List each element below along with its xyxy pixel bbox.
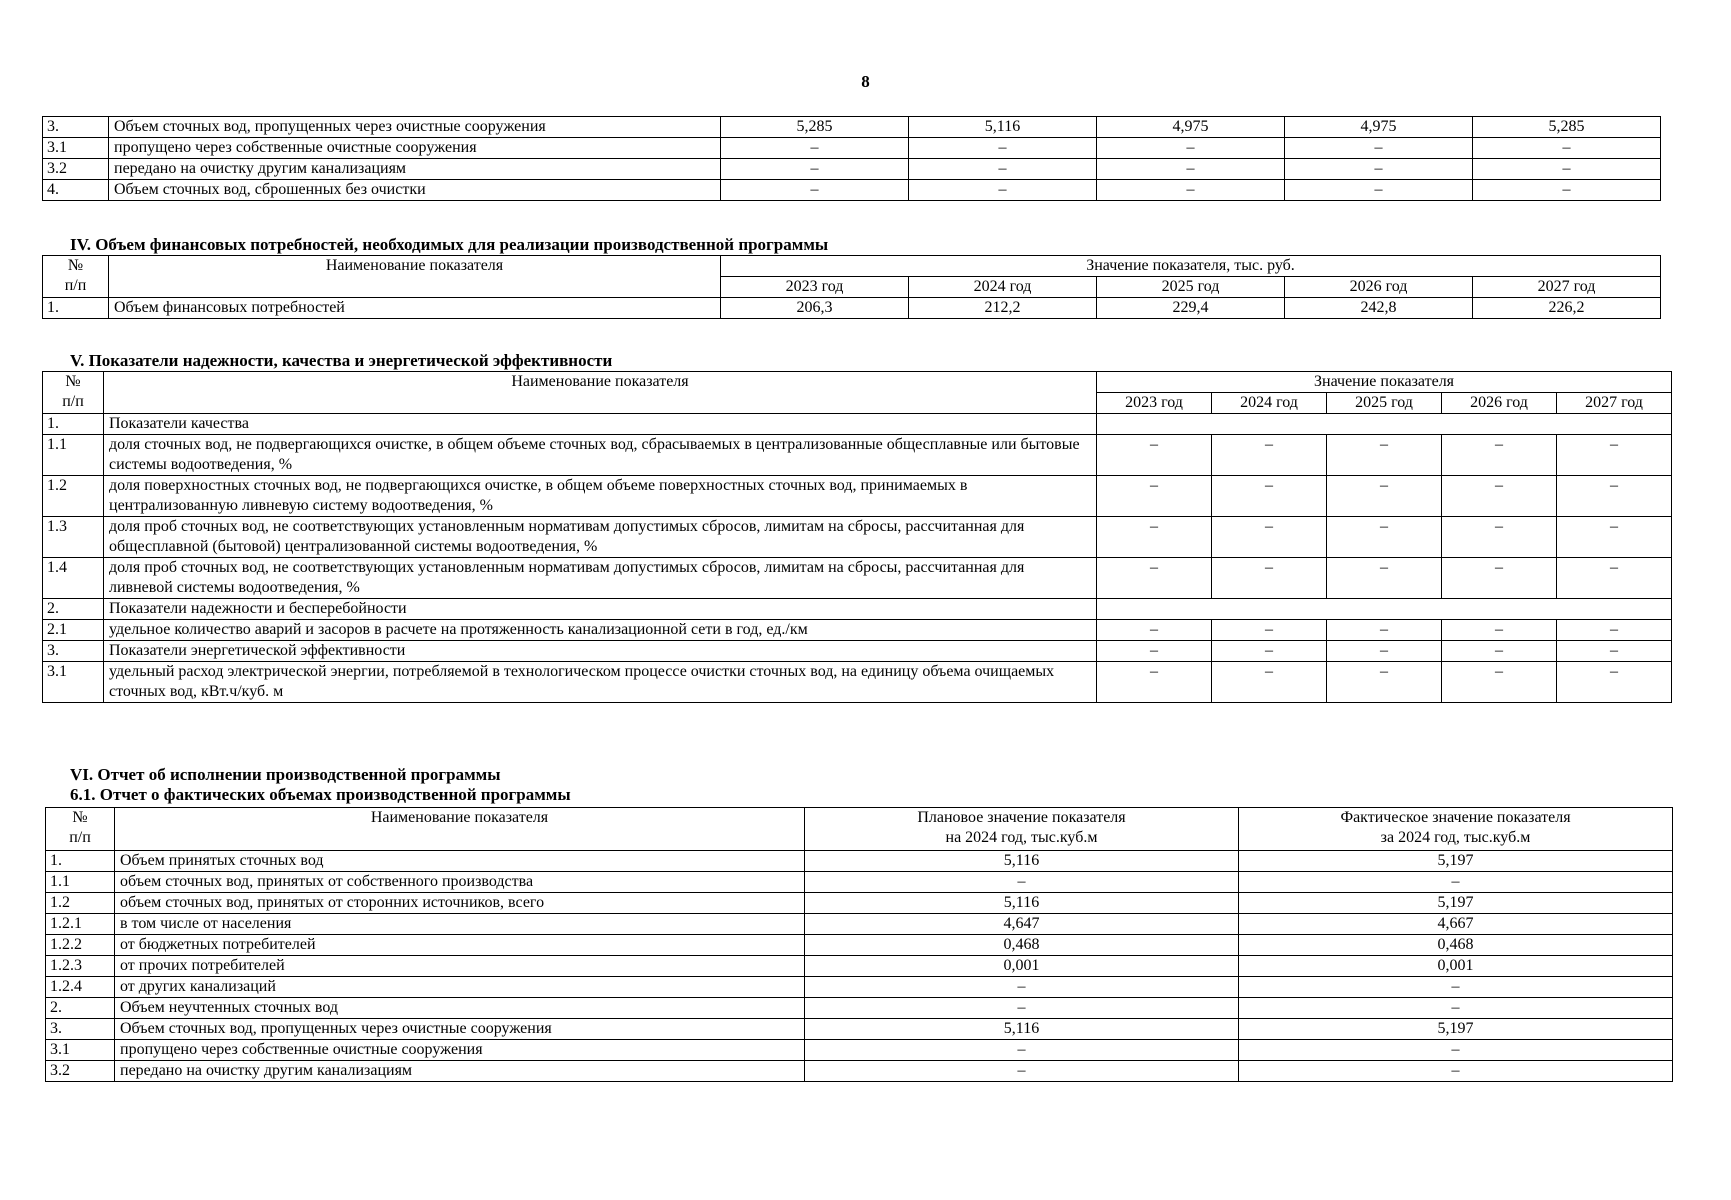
row-value: – — [1557, 517, 1672, 558]
row-value: – — [1327, 662, 1442, 703]
row-value: – — [1473, 138, 1661, 159]
row-value: – — [1212, 662, 1327, 703]
header-name: Наименование показателя — [115, 808, 805, 851]
table-actual-volumes — [45, 807, 1673, 1082]
row-number: 3.1 — [43, 662, 104, 703]
row-plan-value: 0,468 — [805, 935, 1239, 956]
table-row — [43, 414, 1672, 435]
section-6-1-title: 6.1. Отчет о фактических объемах производственной программы — [70, 785, 571, 804]
row-name: доля сточных вод, не подвергающихся очистке, в общем объеме сточных вод, сбрасываемых в централизованные общесплавные или бытовые системы водоотведения, % — [104, 435, 1097, 476]
row-value: – — [1442, 517, 1557, 558]
row-value: 226,2 — [1473, 298, 1661, 319]
table-row — [46, 872, 1673, 893]
row-empty-values — [1097, 599, 1672, 620]
row-value: – — [1212, 620, 1327, 641]
row-name: Объем неучтенных сточных вод — [115, 998, 805, 1019]
row-name: в том числе от населения — [115, 914, 805, 935]
table-row — [46, 956, 1673, 977]
row-value: 212,2 — [909, 298, 1097, 319]
row-name: от других канализаций — [115, 977, 805, 998]
row-value: – — [1212, 435, 1327, 476]
row-fact-value: 5,197 — [1239, 893, 1673, 914]
row-number: 1. — [43, 414, 104, 435]
row-value: 4,975 — [1285, 117, 1473, 138]
row-value: 5,285 — [1473, 117, 1661, 138]
row-value: – — [1473, 159, 1661, 180]
header-name: Наименование показателя — [109, 256, 721, 298]
row-number: 3. — [43, 641, 104, 662]
row-value: – — [1212, 517, 1327, 558]
row-value: – — [909, 159, 1097, 180]
year-header: 2027 год — [1473, 277, 1661, 298]
row-value: – — [1285, 159, 1473, 180]
row-value: – — [1327, 620, 1442, 641]
row-number: 3.1 — [46, 1040, 115, 1061]
row-value: – — [721, 138, 909, 159]
row-fact-value: – — [1239, 1061, 1673, 1082]
header-fact: Фактическое значение показателя за 2024 год, тыс.куб.м — [1239, 808, 1673, 851]
table-row — [46, 1040, 1673, 1061]
row-value: 206,3 — [721, 298, 909, 319]
table-row — [43, 159, 1661, 180]
row-name: от бюджетных потребителей — [115, 935, 805, 956]
table-row — [46, 1061, 1673, 1082]
row-fact-value: 0,468 — [1239, 935, 1673, 956]
header-num: № п/п — [46, 808, 115, 851]
row-number: 1. — [46, 851, 115, 872]
table-row — [46, 1019, 1673, 1040]
row-number: 1.1 — [43, 435, 104, 476]
table-row — [43, 298, 1661, 319]
row-value: – — [1097, 662, 1212, 703]
row-value: – — [1212, 558, 1327, 599]
table-row — [46, 998, 1673, 1019]
row-name: доля проб сточных вод, не соответствующих установленным нормативам допустимых сбросов, лимитам на сбросы, рассчитанная для ливневой системы водоотведения, % — [104, 558, 1097, 599]
header-num: № п/п — [43, 256, 109, 298]
table-row — [46, 893, 1673, 914]
row-value: – — [1097, 517, 1212, 558]
row-value: – — [1557, 435, 1672, 476]
row-number: 3.2 — [46, 1061, 115, 1082]
row-name: удельное количество аварий и засоров в расчете на протяженность канализационной сети в год, ед./км — [104, 620, 1097, 641]
year-header: 2025 год — [1327, 393, 1442, 414]
row-value: – — [1557, 641, 1672, 662]
row-value: 229,4 — [1097, 298, 1285, 319]
row-value: – — [1212, 641, 1327, 662]
row-fact-value: – — [1239, 872, 1673, 893]
row-number: 1.2.2 — [46, 935, 115, 956]
row-value: – — [1327, 517, 1442, 558]
row-name: Объем сточных вод, пропущенных через очистные сооружения — [109, 117, 721, 138]
header-name: Наименование показателя — [104, 372, 1097, 414]
row-value: 5,285 — [721, 117, 909, 138]
row-name: Показатели надежности и бесперебойности — [104, 599, 1097, 620]
year-header: 2026 год — [1285, 277, 1473, 298]
row-number: 1.2 — [43, 476, 104, 517]
row-number: 1. — [43, 298, 109, 319]
table-row — [46, 977, 1673, 998]
row-plan-value: 5,116 — [805, 851, 1239, 872]
row-number: 1.2 — [46, 893, 115, 914]
row-value: – — [1557, 476, 1672, 517]
row-name: Показатели качества — [104, 414, 1097, 435]
table-row — [43, 641, 1672, 662]
table-row — [43, 599, 1672, 620]
table-row — [43, 435, 1672, 476]
row-name: пропущено через собственные очистные сооружения — [109, 138, 721, 159]
row-value: – — [1285, 180, 1473, 201]
row-name: Объем сточных вод, сброшенных без очистки — [109, 180, 721, 201]
row-name: доля поверхностных сточных вод, не подвергающихся очистке, в общем объеме поверхностных сточных вод, принимаемых в централизованную ливневую систему водоотведения, % — [104, 476, 1097, 517]
row-value: 4,975 — [1097, 117, 1285, 138]
row-fact-value: – — [1239, 1040, 1673, 1061]
row-value: – — [1097, 180, 1285, 201]
row-number: 3. — [43, 117, 109, 138]
row-number: 1.4 — [43, 558, 104, 599]
row-number: 1.2.3 — [46, 956, 115, 977]
table-row — [46, 914, 1673, 935]
row-value: – — [1442, 662, 1557, 703]
row-number: 1.1 — [46, 872, 115, 893]
row-value: – — [1327, 558, 1442, 599]
row-value: – — [1327, 476, 1442, 517]
year-header: 2023 год — [1097, 393, 1212, 414]
row-plan-value: – — [805, 872, 1239, 893]
row-plan-value: – — [805, 1040, 1239, 1061]
row-number: 3.2 — [43, 159, 109, 180]
section-4-title: IV. Объем финансовых потребностей, необходимых для реализации производственной программы — [70, 235, 829, 254]
year-header: 2027 год — [1557, 393, 1672, 414]
row-value: – — [1473, 180, 1661, 201]
table-row — [43, 517, 1672, 558]
row-number: 4. — [43, 180, 109, 201]
row-plan-value: 5,116 — [805, 893, 1239, 914]
row-plan-value: 4,647 — [805, 914, 1239, 935]
row-value: – — [1097, 159, 1285, 180]
row-value: 5,116 — [909, 117, 1097, 138]
page-number: 8 — [861, 72, 870, 91]
row-name: от прочих потребителей — [115, 956, 805, 977]
row-fact-value: 5,197 — [1239, 851, 1673, 872]
row-plan-value: 5,116 — [805, 1019, 1239, 1040]
row-value: – — [909, 180, 1097, 201]
row-fact-value: – — [1239, 977, 1673, 998]
header-value: Значение показателя — [1097, 372, 1672, 393]
row-value: – — [1212, 476, 1327, 517]
row-value: – — [1442, 558, 1557, 599]
row-number: 2.1 — [43, 620, 104, 641]
table-reliability-indicators — [42, 371, 1672, 703]
table-financial-needs — [42, 255, 1661, 319]
row-value: – — [1327, 435, 1442, 476]
year-header: 2026 год — [1442, 393, 1557, 414]
row-value: – — [721, 159, 909, 180]
year-header: 2023 год — [721, 277, 909, 298]
year-header: 2024 год — [909, 277, 1097, 298]
row-value: – — [1557, 558, 1672, 599]
row-fact-value: 5,197 — [1239, 1019, 1673, 1040]
row-plan-value: – — [805, 998, 1239, 1019]
row-value: – — [1557, 620, 1672, 641]
row-value: – — [721, 180, 909, 201]
table-row — [43, 180, 1661, 201]
table-row — [46, 935, 1673, 956]
year-header: 2025 год — [1097, 277, 1285, 298]
row-value: – — [1097, 641, 1212, 662]
row-name: Объем принятых сточных вод — [115, 851, 805, 872]
row-value: – — [1442, 476, 1557, 517]
row-name: передано на очистку другим канализациям — [109, 159, 721, 180]
row-plan-value: 0,001 — [805, 956, 1239, 977]
row-value: – — [1097, 558, 1212, 599]
row-value: – — [1097, 620, 1212, 641]
row-value: – — [1097, 476, 1212, 517]
row-name: объем сточных вод, принятых от собственного производства — [115, 872, 805, 893]
row-number: 2. — [43, 599, 104, 620]
row-plan-value: – — [805, 977, 1239, 998]
row-plan-value: – — [805, 1061, 1239, 1082]
row-value: – — [1097, 435, 1212, 476]
row-value: – — [1442, 620, 1557, 641]
row-value: – — [909, 138, 1097, 159]
table-row — [43, 117, 1661, 138]
table-water-volumes — [42, 116, 1661, 201]
row-value: 242,8 — [1285, 298, 1473, 319]
row-value: – — [1285, 138, 1473, 159]
row-name: Показатели энергетической эффективности — [104, 641, 1097, 662]
row-fact-value: 0,001 — [1239, 956, 1673, 977]
row-value: – — [1327, 641, 1442, 662]
row-name: объем сточных вод, принятых от сторонних источников, всего — [115, 893, 805, 914]
year-header: 2024 год — [1212, 393, 1327, 414]
row-name: доля проб сточных вод, не соответствующих установленным нормативам допустимых сбросов, лимитам на сбросы, рассчитанная для общесплавной (бытовой) централизованной системы водоотведения, % — [104, 517, 1097, 558]
table-row — [43, 662, 1672, 703]
table-row — [43, 476, 1672, 517]
row-name: удельный расход электрической энергии, потребляемой в технологическом процессе очистки сточных вод, на единицу объема очищаемых сточных вод, кВт.ч/куб. м — [104, 662, 1097, 703]
header-num: № п/п — [43, 372, 104, 414]
row-name: Объем сточных вод, пропущенных через очистные сооружения — [115, 1019, 805, 1040]
row-value: – — [1442, 435, 1557, 476]
row-number: 3. — [46, 1019, 115, 1040]
row-fact-value: – — [1239, 998, 1673, 1019]
section-5-title: V. Показатели надежности, качества и энергетической эффективности — [70, 351, 613, 370]
table-row — [46, 851, 1673, 872]
table-row — [43, 620, 1672, 641]
table-row — [43, 138, 1661, 159]
row-empty-values — [1097, 414, 1672, 435]
row-name: пропущено через собственные очистные сооружения — [115, 1040, 805, 1061]
header-value: Значение показателя, тыс. руб. — [721, 256, 1661, 277]
row-value: – — [1557, 662, 1672, 703]
row-number: 3.1 — [43, 138, 109, 159]
header-plan: Плановое значение показателя на 2024 год, тыс.куб.м — [805, 808, 1239, 851]
row-name: Объем финансовых потребностей — [109, 298, 721, 319]
row-number: 1.2.1 — [46, 914, 115, 935]
row-value: – — [1442, 641, 1557, 662]
row-number: 2. — [46, 998, 115, 1019]
table-row — [43, 558, 1672, 599]
row-number: 1.2.4 — [46, 977, 115, 998]
row-fact-value: 4,667 — [1239, 914, 1673, 935]
row-value: – — [1097, 138, 1285, 159]
row-number: 1.3 — [43, 517, 104, 558]
row-name: передано на очистку другим канализациям — [115, 1061, 805, 1082]
section-6-title: VI. Отчет об исполнении производственной программы — [70, 765, 501, 784]
